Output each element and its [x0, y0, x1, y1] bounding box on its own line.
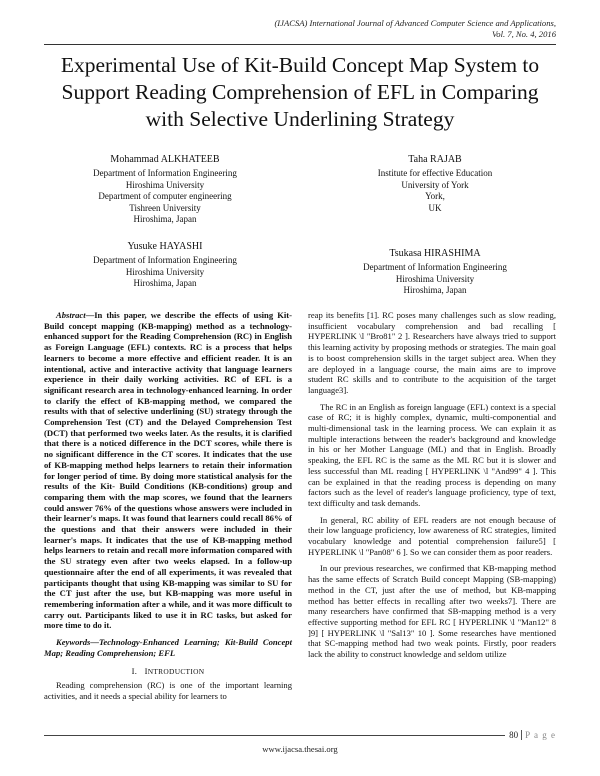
author-name: Tsukasa HIRASHIMA: [389, 248, 481, 259]
author-affiliation: Tishreen University: [129, 202, 201, 213]
author-affiliation: Institute for effective Education: [377, 168, 493, 178]
section-heading-introduction: [44, 666, 292, 678]
author-affiliation: Hiroshima University: [395, 273, 475, 284]
body-paragraph: The RC in an English as foreign language (EFL) context is a special case of RC; it is highly complex, dynamic, multi-componential and multi-dimensional task in the learning process. We can explain it as multiple interactions between the reader's background and knowledge in his or her Mother Language (ML) and that in English. Broadly speaking, the EFL RC is the same as the ML RC but it is slower and less successful than ML reading [ HYPERLINK \l "And99" 4 ]. This can be explained in that the reading process is depending on many factors such as the level of reader's language proficiency, type of text, text difficulty and task demands.: [308, 401, 556, 508]
author-block-1: [60, 153, 270, 226]
abstract-label: Abstract: [56, 310, 86, 320]
abstract-text: —In this paper, we describe the effects of using Kit-Build concept mapping (KB-mapping) method as a technology-enhanced support for the Reading Comprehension (RC) in English as Foreign Language (EFL) contexts. RC is a process that helps learners to become a more effective and efficient reader. It is an intentional, active and interactive activity that language learners experience in their daily working activities. RC of EFL is a significant research area in technology-enhanced learning. In order to clarify the effect of KB-mapping method, we compared the results with that of selective underlining (SU) strategy through the Comprehension Test (CT) and the Delayed Comprehension Test (DCT) that performed two weeks later. As the results, it is clarified that there is a noticed difference in the DCT scores, while there is no significant difference in the CT scores. It indicates that the use of KB-mapping method helps learners to retain their information for longer period of time. By doing more statistical analysis for the results of the Kit- Build Conditions (KB-conditions) group and comparing them with the map scores, we found that the learners could answer 76% of the questions whose answers were included in their learner's maps. It was found that learners could recall 86% of the questions and that their answers were included in their learner's maps. It indicates that the use of KB-mapping method helps learners to retain and recall more information compared with the SU strategy even after two weeks elapsed. In a follow-up questionnaire after the end of all experiments, it was revealed that participants thought that using KB-mapping was similar to SU for the CT just after the use, but KB-mapping was more useful in remembering information after a while, and it was more difficult to carry out. Participants liked to use it in RC tasks, but asked for more time to do it.: [44, 310, 292, 631]
section-title-rest: NTRODUCTION: [147, 666, 205, 676]
author-block-3: [60, 240, 270, 290]
author-affiliation: Department of Information Engineering: [93, 255, 237, 265]
journal-name: (IJACSA) International Journal of Advanced Computer Science and Applications,: [274, 18, 556, 28]
paper-title: Experimental Use of Kit-Build Concept Map System to Support Reading Comprehension of EFL in Comparing with Selective Underlining Strategy: [60, 53, 540, 131]
page-number-value: 80: [509, 730, 522, 740]
author-affiliation: Hiroshima University: [125, 266, 205, 277]
section-numeral: I.: [131, 665, 138, 676]
author-name: Mohammad ALKHATEEB: [110, 154, 220, 165]
author-affiliation: Department of computer engineering: [98, 191, 232, 201]
abstract: [44, 310, 292, 631]
body-paragraph: In general, RC ability of EFL readers are not enough because of their low language proficiency, low awareness of RC strategies, limited vocabulary knowledge and potential comprehension failure5] [ HYPERLINK \l "Pan08" 6 ]. So we can consider them as poor readers.: [308, 514, 556, 557]
right-column: [308, 310, 556, 666]
author-affiliation: Hiroshima University: [125, 179, 205, 190]
left-column: [44, 310, 292, 708]
body-paragraph: reap its benefits [1]. RC poses many challenges such as slow reading, insufficient vocabulary comprehension and bad recalling [ HYPERLINK \l "Bro81" 2 ]. Researchers have always tried to support this learning activity by proposing methods or strategies. The main goal is to boost comprehension skills in the target subject area. When they are deployed in a language course, the main aims are to improve student RC skills and to contribute to the acquisition of the target language3].: [308, 310, 556, 395]
journal-header: [274, 18, 556, 40]
section-title-initial: I: [144, 665, 148, 676]
page-label: P a g e: [525, 730, 556, 740]
author-name: Taha RAJAB: [408, 154, 462, 165]
author-affiliation: Hiroshima, Japan: [133, 214, 197, 224]
author-name: Yusuke HAYASHI: [127, 241, 203, 252]
author-affiliation: Hiroshima, Japan: [133, 278, 197, 288]
author-affiliation: Department of Information Engineering: [93, 168, 237, 178]
body-paragraph: In our previous researches, we confirmed that KB-mapping method has the same effects of Scratch Build concept Mapping (SB-mapping) method in the CT, just after the use of method, but KB-mapping method has better effects in recalling after two weeks7]. There are many researchers have confirmed that SB-mapping method is a very effective supporting method for EFL RC [ HYPERLINK \l "Man12" 8 ]9] [ HYPERLINK \l "Sal13" 10 ]. Some researches have mentioned that SC-mapping method had two weak points. Firstly, poor readers lack the ability to construct knowledge and seldom utilize: [308, 563, 556, 660]
journal-url[interactable]: www.ijacsa.thesai.org: [262, 744, 338, 754]
author-affiliation: UK: [428, 202, 442, 213]
author-affiliation: York,: [425, 191, 445, 201]
author-block-4: [330, 247, 540, 297]
header-rule: [44, 44, 556, 45]
author-affiliation: Hiroshima, Japan: [403, 285, 467, 295]
intro-paragraph-1: Reading comprehension (RC) is one of the important learning activities, and it needs a special ability for learners to: [44, 680, 292, 701]
journal-volume: Vol. 7, No. 4, 2016: [492, 29, 556, 39]
author-affiliation: Department of Information Engineering: [363, 262, 507, 272]
author-affiliation: University of York: [401, 179, 469, 190]
author-block-2: [330, 153, 540, 214]
footer-rule: [44, 735, 556, 736]
page-number: [505, 730, 556, 740]
keywords: Keywords—Technology-Enhanced Learning; Kit-Build Concept Map; Reading Comprehension; EFL: [44, 637, 292, 658]
